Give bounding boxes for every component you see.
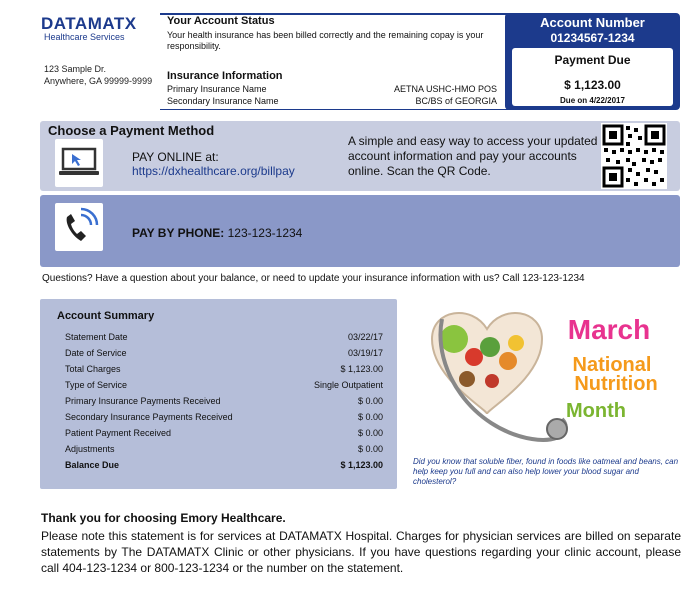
promo-line-3: Nutrition [574,373,658,395]
summary-label: Type of Service [65,380,128,390]
account-number-label: Account Number [540,15,645,30]
questions-text: Questions? Have a question about your balance, or need to update your insurance information with us? Call 123-123-1234 [42,273,585,284]
summary-row [65,428,383,438]
summary-label: Date of Service [65,348,127,358]
summary-label: Secondary Insurance Payments Received [65,412,233,422]
summary-value: $ 1,123.00 [340,364,383,374]
account-status-title: Your Account Status [167,15,275,27]
payment-due-amount: $ 1,123.00 [564,78,621,92]
summary-value: $ 0.00 [357,428,383,438]
summary-row [65,332,383,342]
primary-insurance-row [167,84,497,94]
address-line-2: Anywhere, GA 99999-9999 [44,76,153,86]
insurance-info-title: Insurance Information [167,70,283,82]
promo-line-4: Month [566,400,626,422]
payment-method-title: Choose a Payment Method [48,123,215,138]
billing-notice: Please note this statement is for services at DATAMATX Hospital. Charges for physician services are billed on separate statements by The DATAMATX Clinic or other physicians. If you have questions regarding your clinic account, please call 404-123-1234 or 800-123-1234 or the number on the statement. [41,529,681,575]
summary-label: Statement Date [65,332,128,342]
primary-insurance-value: AETNA USHC-HMO POS [393,84,497,94]
billpay-link[interactable]: https://dxhealthcare.org/billpay [132,164,295,178]
summary-label: Total Charges [65,364,121,374]
summary-row [65,396,383,406]
patient-address [44,63,152,87]
summary-row [65,380,383,390]
datamatx-logo: DATAMATX [41,14,137,33]
phone-icon [55,203,103,251]
pay-online-description: A simple and easy way to access your updated account information and pay your accounts online. Scan the QR Code. [348,134,598,178]
thank-you-heading: Thank you for choosing Emory Healthcare. [41,511,286,525]
account-summary-title: Account Summary [57,310,155,322]
summary-row [65,444,383,454]
pay-online-label: PAY ONLINE at: [132,150,219,164]
summary-value: $ 0.00 [357,396,383,406]
summary-label: Adjustments [65,444,115,454]
summary-value: 03/22/17 [347,332,383,342]
secondary-insurance-value: BC/BS of GEORGIA [415,96,497,106]
summary-row [65,364,383,374]
balance-due-label: Balance Due [65,460,120,470]
summary-label: Primary Insurance Payments Received [65,396,221,406]
secondary-insurance-row [167,96,497,106]
primary-insurance-label: Primary Insurance Name [167,84,267,94]
summary-value: $ 0.00 [357,412,383,422]
secondary-insurance-label: Secondary Insurance Name [167,96,279,106]
account-status-description: Your health insurance has been billed correctly and the remaining copay is your responsibility. [167,30,484,51]
summary-value: $ 0.00 [357,444,383,454]
summary-row [65,412,383,422]
payment-due-date: Due on 4/22/2017 [560,96,625,105]
logo-subtitle: Healthcare Services [44,32,125,42]
pay-by-phone [132,226,302,240]
promo-line-1: March [567,314,651,345]
summary-label: Patient Payment Received [65,428,172,438]
laptop-icon [55,139,103,187]
balance-due-value: $ 1,123.00 [340,460,383,470]
promo-line-2: National [572,354,652,376]
summary-value: Single Outpatient [313,380,383,390]
qr-code-icon[interactable] [601,123,667,189]
pay-by-phone-number[interactable]: 123-123-1234 [227,226,303,240]
account-number-value: 01234567-1234 [550,31,635,45]
nutrition-month-image [412,299,679,454]
address-line-1: 123 Sample Dr. [44,64,107,74]
summary-row [65,348,383,358]
pay-by-phone-label: PAY BY PHONE: [132,226,225,240]
balance-due-row [65,460,383,470]
summary-value: 03/19/17 [347,348,383,358]
nutrition-caption: Did you know that soluble fiber, found in foods like oatmeal and beans, can help keep you full and can also help lower your blood sugar and cholesterol? [413,457,679,486]
payment-due-label: Payment Due [554,53,631,67]
